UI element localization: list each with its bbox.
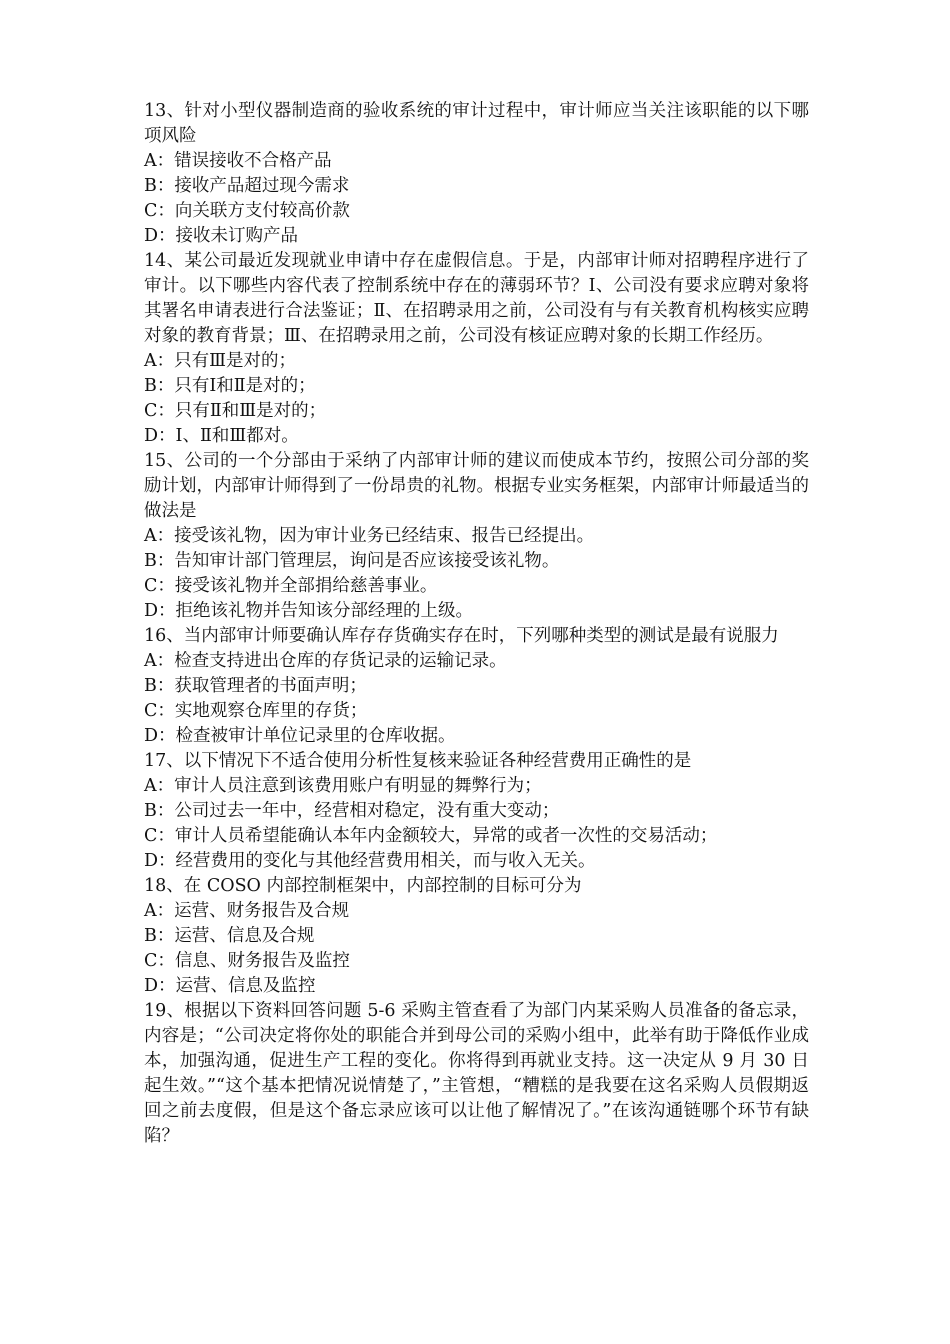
document-page bbox=[144, 99, 809, 1149]
question-stem: 14、某公司最近发现就业申请中存在虚假信息。于是，内部审计师对招聘程序进行了审计。以下哪些内容代表了控制系统中存在的薄弱环节？Ⅰ、公司没有要求应聘对象将其署名申请表进行合法鉴证；Ⅱ、在招聘录用之前，公司没有与有关教育机构核实应聘对象的教育背景；Ⅲ、在招聘录用之前，公司没有核证应聘对象的长期工作经历。 bbox=[144, 251, 809, 346]
question-18 bbox=[144, 874, 809, 999]
option-d: D：拒绝该礼物并告知该分部经理的上级。 bbox=[144, 601, 474, 621]
question-13 bbox=[144, 99, 809, 249]
question-14 bbox=[144, 249, 809, 449]
option-d: D：Ⅰ、Ⅱ和Ⅲ都对。 bbox=[144, 426, 299, 446]
option-b: B：告知审计部门管理层，询问是否应该接受该礼物。 bbox=[144, 551, 560, 571]
option-c: C：审计人员希望能确认本年内金额较大，异常的或者一次性的交易活动； bbox=[144, 826, 718, 846]
option-b: B：接收产品超过现今需求 bbox=[144, 176, 350, 196]
option-a: A：运营、财务报告及合规 bbox=[144, 901, 350, 921]
question-stem: 15、公司的一个分部由于采纳了内部审计师的建议而使成本节约，按照公司分部的奖励计划，内部审计师得到了一份昂贵的礼物。根据专业实务框架，内部审计师最适当的做法是 bbox=[144, 451, 809, 521]
option-a: A：接受该礼物，因为审计业务已经结束、报告已经提出。 bbox=[144, 526, 595, 546]
question-stem: 18、在 COSO 内部控制框架中，内部控制的目标可分为 bbox=[144, 876, 582, 896]
option-c: C：实地观察仓库里的存货； bbox=[144, 701, 368, 721]
option-c: C：只有Ⅱ和Ⅲ是对的； bbox=[144, 401, 327, 421]
option-a: A：审计人员注意到该费用账户有明显的舞弊行为； bbox=[144, 776, 542, 796]
question-17 bbox=[144, 749, 809, 874]
option-a: A：错误接收不合格产品 bbox=[144, 151, 332, 171]
option-d: D：接收未订购产品 bbox=[144, 226, 299, 246]
option-b: B：运营、信息及合规 bbox=[144, 926, 315, 946]
option-a: A：只有Ⅲ是对的； bbox=[144, 351, 297, 371]
question-19 bbox=[144, 999, 809, 1149]
option-c: C：信息、财务报告及监控 bbox=[144, 951, 350, 971]
option-d: D：运营、信息及监控 bbox=[144, 976, 316, 996]
question-stem: 19、根据以下资料回答问题 5-6 采购主管查看了为部门内某采购人员准备的备忘录，内容是；“公司决定将你处的职能合并到母公司的采购小组中，此举有助于降低作业成本，加强沟通，促进生产工程的变化。你将得到再就业支持。这一决定从 9 月 30 日起生效。”“这个基本把情况说情楚了，”主管想，“糟糕的是我要在这名采购人员假期返回之前去度假，但是这个备忘录应该可以让他了解情况了。”在该沟通链哪个环节有缺陷？ bbox=[144, 1001, 809, 1146]
option-b: B：获取管理者的书面声明； bbox=[144, 676, 367, 696]
question-stem: 13、针对小型仪器制造商的验收系统的审计过程中，审计师应当关注该职能的以下哪项风险 bbox=[144, 101, 809, 146]
question-15 bbox=[144, 449, 809, 624]
option-c: C：向关联方支付较高价款 bbox=[144, 201, 350, 221]
question-16 bbox=[144, 624, 809, 749]
question-stem: 17、以下情况下不适合使用分析性复核来验证各种经营费用正确性的是 bbox=[144, 751, 692, 771]
option-b: B：只有Ⅰ和Ⅱ是对的； bbox=[144, 376, 316, 396]
option-d: D：经营费用的变化与其他经营费用相关，而与收入无关。 bbox=[144, 851, 596, 871]
option-c: C：接受该礼物并全部捐给慈善事业。 bbox=[144, 576, 438, 596]
question-stem: 16、当内部审计师要确认库存存货确实存在时，下列哪种类型的测试是最有说服力 bbox=[144, 626, 779, 646]
option-a: A：检查支持进出仓库的存货记录的运输记录。 bbox=[144, 651, 507, 671]
option-d: D：检查被审计单位记录里的仓库收据。 bbox=[144, 726, 456, 746]
option-b: B：公司过去一年中，经营相对稳定，没有重大变动； bbox=[144, 801, 560, 821]
